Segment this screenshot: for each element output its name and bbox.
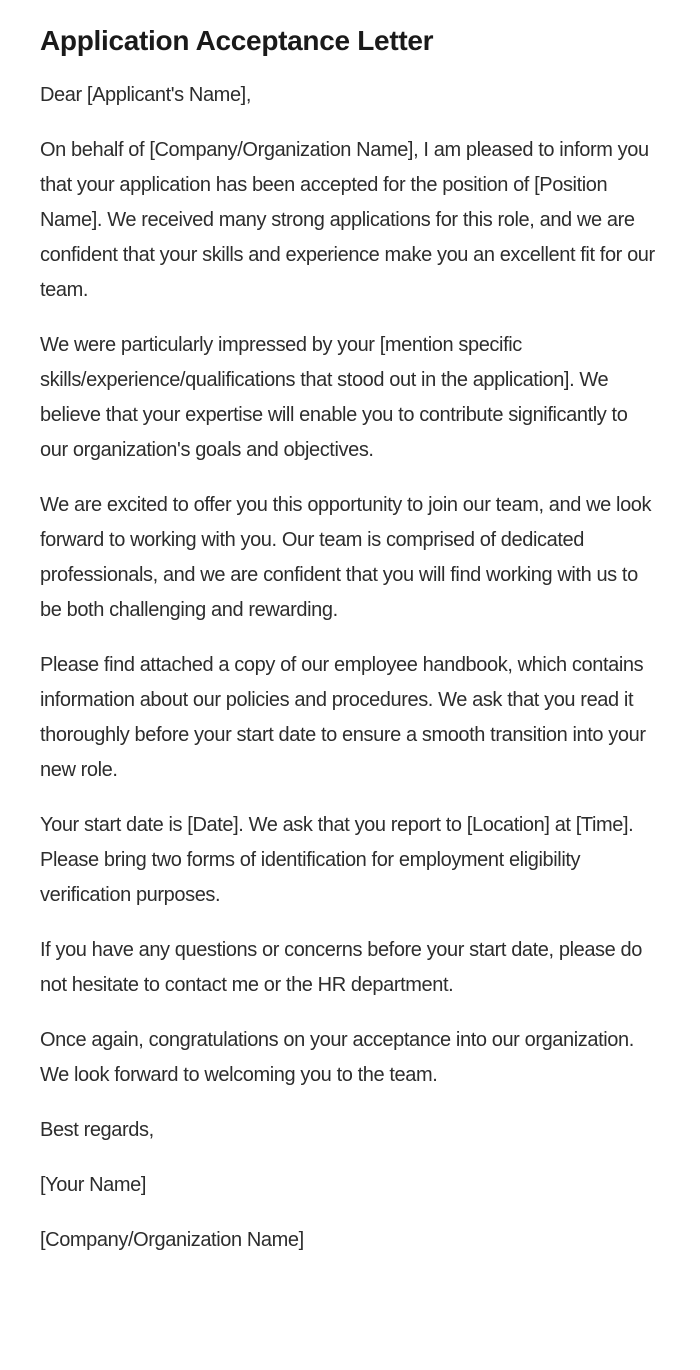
closing-salutation: Best regards, <box>40 1118 154 1141</box>
signature-company: [Company/Organization Name] <box>40 1228 304 1251</box>
signature-name: [Your Name] <box>40 1173 147 1196</box>
letter-paragraph: Once again, congratulations on your acceptance into our organization. We look forward to welcoming you to the team. <box>40 1028 634 1086</box>
letter-paragraph: We are excited to offer you this opportunity to join our team, and we look forward to working with you. Our team is comprised of dedicated professionals, and we are confident that you will find working with us to be both challenging and rewarding. <box>40 493 652 621</box>
letter-paragraph: On behalf of [Company/Organization Name], I am pleased to inform you that your application has been accepted for the position of [Position Name]. We received many strong applications for this role, and we are confident that your skills and experience make you an excellent fit for our team. <box>40 138 655 301</box>
letter-paragraph: We were particularly impressed by your [mention specific skills/experience/qualifications that stood out in the application]. We believe that your expertise will enable you to contribute significantly to our organization's goals and objectives. <box>40 333 628 461</box>
salutation: Dear [Applicant's Name], <box>40 83 251 106</box>
letter-paragraph: Please find attached a copy of our employee handbook, which contains information about our policies and procedures. We ask that you read it thoroughly before your start date to ensure a smooth transition into your new role. <box>40 653 646 781</box>
letter-paragraph: Your start date is [Date]. We ask that you report to [Location] at [Time]. Please bring two forms of identification for employment eligibility verification purposes. <box>40 813 634 906</box>
page-title: Application Acceptance Letter <box>40 25 434 56</box>
letter-paragraph: If you have any questions or concerns before your start date, please do not hesitate to contact me or the HR department. <box>40 938 642 996</box>
